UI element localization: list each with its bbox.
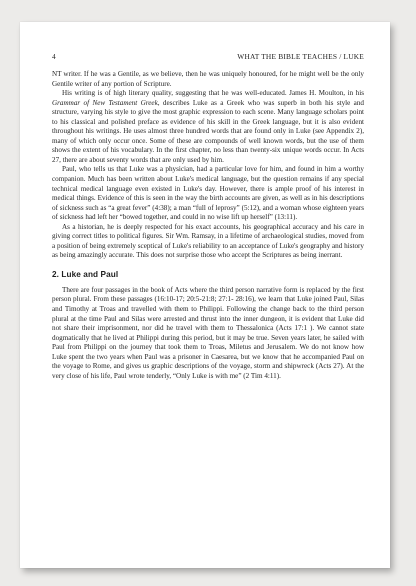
paragraph-5: There are four passages in the book of Acts where the third person narrative form is replaced by the first person plural. From these passages (16:10-17; 20:5-21:8; 27:1- 28:16), we learn that Luke joined Paul, Silas and Timothy at Troas and travelled with them to Philippi. Following the change back to the third person plural at the time Paul and Silas were arrested and thrust into the inner dungeon, it is evident that Luke did not share their imprisonment, nor did he travel with them to Thessalonica (Acts 17:1 ). We cannot state dogmatically that he lived at Philippi during this period, but it may be true. Seven years later, he sailed with Paul from Philippi on the journey that took them to Troas, Miletus and Jerusalem. We do not know how Luke spent the two years when Paul was a prisoner in Caesarea, but we know that he accompanied Paul on the voyage to Rome, and gives us graphic descriptions of the voyage, storm and shipwreck (Acts 27). At the very close of his life, Paul wrote tenderly, “Only Luke is with me” (2 Tim 4:11). (52, 285, 364, 380)
paragraph-2-part-a: His writing is of high literary quality, suggesting that he was well-educated. James H. Moulton, in his (62, 89, 364, 98)
section-heading: 2. Luke and Paul (52, 269, 119, 279)
page-content (52, 52, 364, 381)
paragraph-2-part-b: , describes Luke as a Greek who was superb in both his style and structure, varying his style to give the most graphic expression to each scene. Many language scholars point to his classical and polished preface as evidence of his skill in the Greek language, but it is also evident throughout his writings. He uses almost three hundred words that are found only in Luke (see Appendix 2), many of which only occur once. Some of these are compounds of well known words, but the use of them shows the extent of his vocabulary. In the first chapter, no less than twenty-six unique words occur. In Acts 27, there are about seventy words that are only used by him. (52, 98, 364, 164)
page-number: 4 (52, 52, 56, 61)
book-page (20, 22, 390, 568)
paragraph-1: NT writer. If he was a Gentile, as we believe, then he was uniquely honoured, for he might well be the only Gentile writer of any portion of Scripture. (52, 70, 364, 88)
paragraph-4: As a historian, he is deeply respected for his exact accounts, his geographical accuracy and his care in giving correct titles to political figures. Sir Wm. Ramsay, in a lifetime of archaeological studies, moved from a position of being extremely sceptical of Luke's reliability to an acceptance of Luke's geography and history as being amazingly accurate. This does not surprise those who accept the Scriptures as being inerrant. (52, 222, 364, 260)
paragraph-2 (52, 89, 364, 165)
paragraph-3: Paul, who tells us that Luke was a physician, had a particular love for him, and found in him a worthy companion. Much has been written about Luke's medical language, but the question remains if any special technical medical language even existed in Luke's day. However, there is ample proof of his interest in medical things. Evidence of this is seen in the way the birth accounts are given, as well as in his descriptions of sickness such as “a great fever” (4:38); a man “full of leprosy” (5:12), and a woman whose eighteen years of sickness had left her “bowed together, and could in no wise lift up herself” (13:11). (52, 165, 364, 222)
running-head (52, 52, 364, 61)
book-title: Grammar of New Testament Greek (52, 98, 158, 107)
running-title: WHAT THE BIBLE TEACHES / LUKE (237, 52, 364, 61)
